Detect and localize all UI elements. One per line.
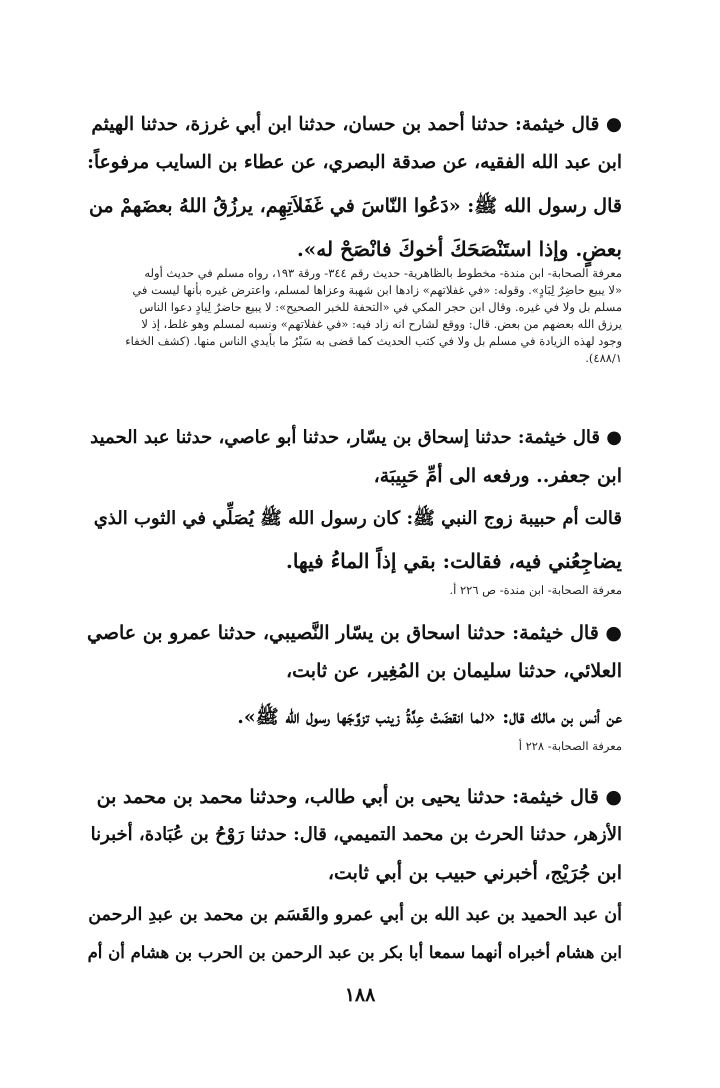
hadith-text-2 — [82, 497, 622, 583]
page-number: ١٨٨ — [344, 984, 376, 1006]
note-line: معرفة الصحابة- ٢٢٨ أ — [518, 739, 622, 753]
text-line: ابن هشام أخبراه أنهما سمعا أبا بكر بن عبد الرحمن بن الحرب بن هشام أن أم — [87, 943, 622, 962]
hadith-text-1 — [82, 185, 622, 271]
hadith-text-4 — [82, 896, 622, 972]
hadith-chain-1 — [82, 106, 622, 182]
hadith-chain-2 — [82, 419, 622, 495]
text-line: ابن عبد الله الفقيه، عن صدقة البصري، عن عطاء بن السايب مرفوعاً: — [87, 152, 622, 173]
text-line: ابن جُرَيْج، أخبرني حبيب بن أبي ثابت، — [327, 862, 622, 884]
note-line: ٤٨٨/١). — [585, 351, 622, 365]
note-line: وجود لهذه الزيادة في مسلم بل ولا في كتب الحديث كما قضى به سَبْرُ ما بأيدي الناس منها. (كشف الخفاء — [125, 334, 622, 348]
note-line: «لا يبيع حاضِرٌ لِبَادٍ». وقوله: «في غفلاتهم» زادها ابن شهبة وعزاها لمسلم، واعترض غيره بأنها ليست في — [132, 283, 622, 297]
note-line: معرفة الصحابة- ابن مندة- مخطوط بالظاهرية- حديث رقم ٣٤٤- ورقة ١٩٣، رواه مسلم في حديث أوله — [144, 266, 622, 280]
note-line: معرفة الصحابة- ابن مندة- ص ٢٢٦ أ. — [449, 583, 622, 597]
note-line: يرزق الله بعضهم من بعض. قال: ووقع لشارح انه زاد فيه: «في غفلاتهم» ونسبه لمسلم وهو غلط، إذ لا — [141, 317, 622, 331]
text-line: بعضٍ. وإذا استَنْصَحَكَ أخوكَ فانْصَحْ له». — [296, 237, 622, 261]
text-line: ● قال خيثمة: حدثنا يحيى بن أبي طالب، وحدثنا محمد بن محمد بن — [96, 786, 622, 808]
source-reference-3 — [82, 736, 622, 756]
text-line: الأزهر، حدثنا الحرث بن محمد التميمي، قال: حدثنا رَوْحُ بن عُبَادة، أخبرنا — [90, 824, 622, 845]
text-line: قال رسول الله ﷺ: «دَعُوا النّاسَ في غَفَلاَتِهِم، يرزُقُ اللهُ بعضَهمْ من — [88, 195, 622, 217]
text-line: ● قال خيثمة: حدثنا اسحاق بن يسّار النَّصيبي، حدثنا عمرو بن عاصي — [87, 622, 622, 644]
footnote-1 — [82, 265, 622, 367]
note-line: مسلم بل ولا في غيره. وقال ابن حجر المكي في «التحفة للخبر الصحيح»: لا يبيع حاضرٌ لِبادٍ دعوا الناس — [139, 300, 622, 314]
hadith-chain-3 — [82, 614, 622, 690]
text-line: ● قال خيثمة: حدثنا أحمد بن حسان، حدثنا ابن أبي غرزة، حدثنا الهيثم — [91, 114, 622, 135]
hadith-text-3 — [82, 698, 622, 736]
text-line: يضاجِعُني فيه، فقالت: بقي إذاً الماءُ فيها. — [285, 549, 622, 573]
text-line: ● قال خيثمة: حدثنا إسحاق بن يسّار، حدثنا أبو عاصي، حدثنا عبد الحميد — [90, 427, 622, 448]
hadith-chain-4 — [82, 778, 622, 892]
text-line: عن أنس بن مالك قال: «لما انقضَتْ عِدَّةُ زينب تزوَّجَها رسول الله ﷺ». — [237, 706, 622, 728]
source-reference-2 — [82, 580, 622, 600]
text-line: العلائي، حدثنا سليمان بن المُغِير، عن ثابت، — [286, 660, 622, 682]
text-line: أن عبد الحميد بن عبد الله بن أبي عمرو والقَسَم بن محمد بن عبدِ الرحمن — [88, 905, 622, 925]
text-line: ابن جعفر.. ورفعه الى أمِّ حَبِيبَة، — [373, 465, 622, 487]
text-line: قالت أم حبيبة زوج النبي ﷺ: كان رسول الله ﷺ يُصَلِّي في الثوب الذي — [93, 508, 622, 529]
